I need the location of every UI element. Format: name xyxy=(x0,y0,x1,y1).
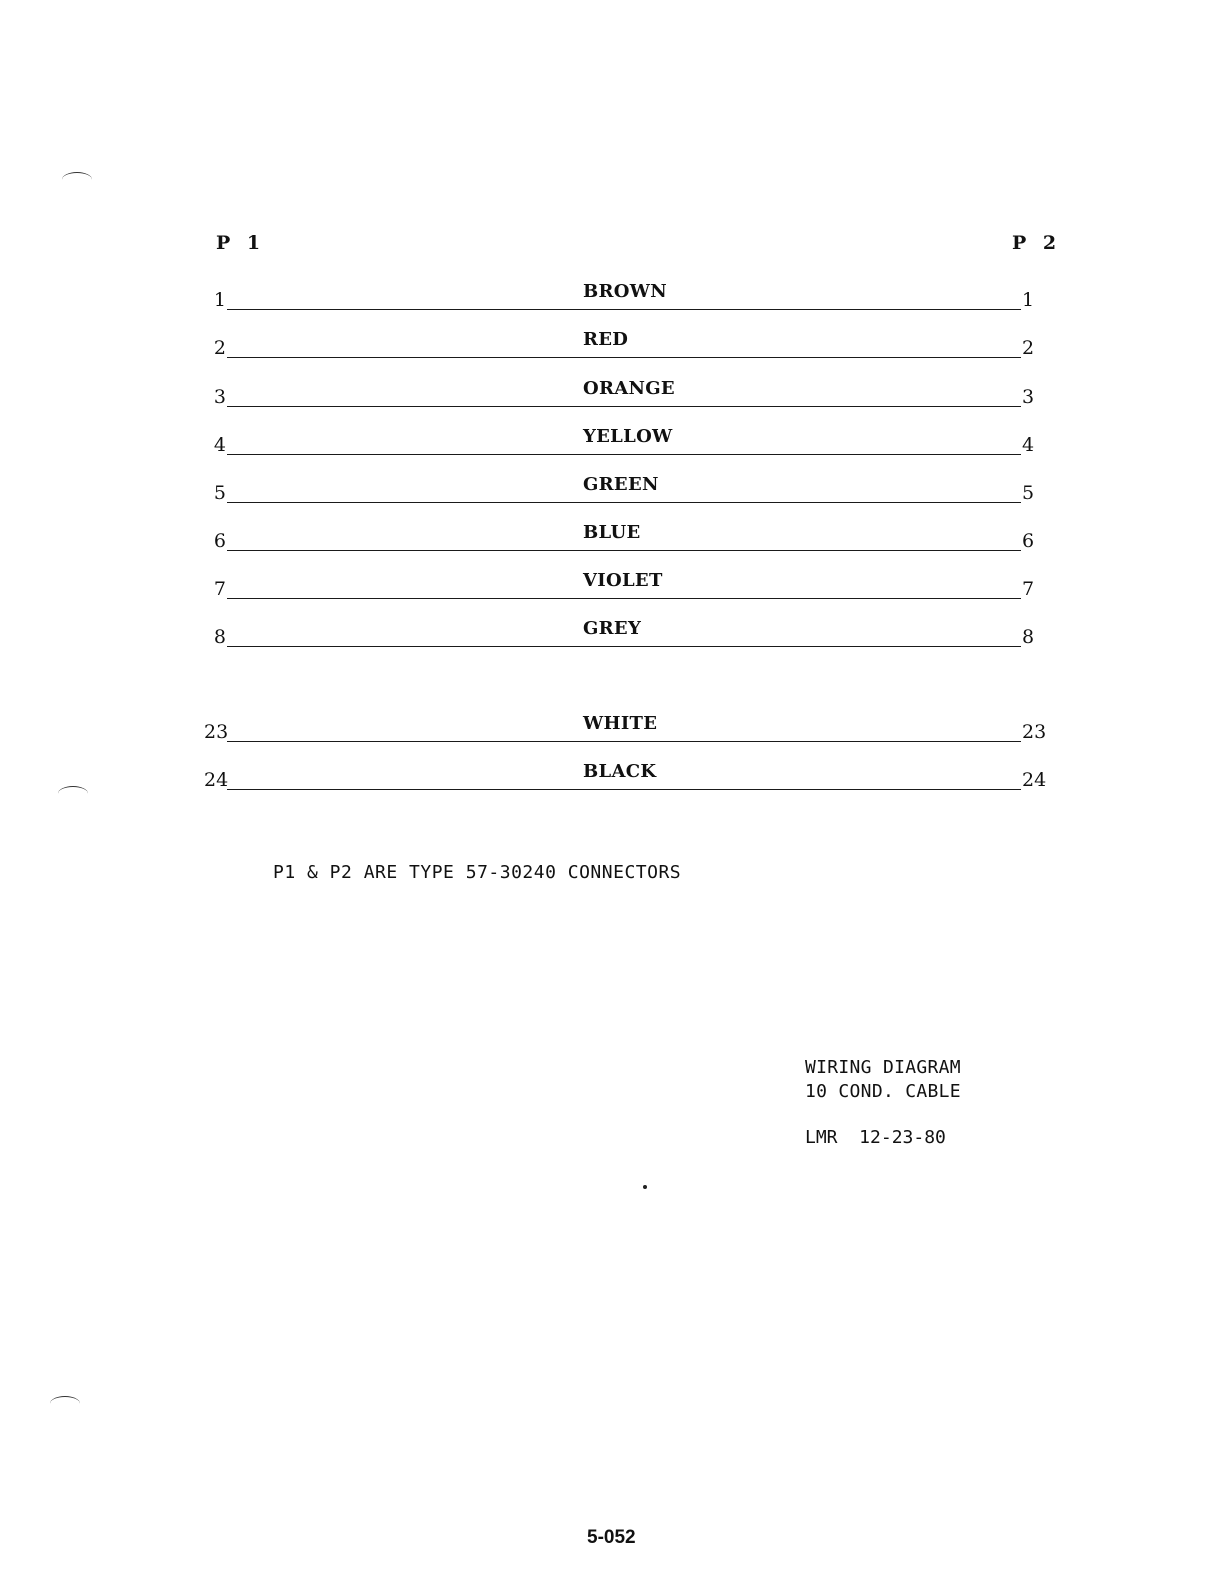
punch-hole-mark-bottom xyxy=(50,1396,80,1411)
wire-color-label: VIOLET xyxy=(583,570,663,591)
p1-pin-number: 2 xyxy=(213,337,226,359)
punch-hole-mark-top xyxy=(62,172,92,187)
wire-row xyxy=(204,425,1054,455)
p2-pin-number: 7 xyxy=(1022,578,1035,600)
wire-color-label: GREY xyxy=(583,618,642,639)
wire-line xyxy=(227,550,1021,551)
wire-color-label: RED xyxy=(583,329,629,350)
p2-pin-number: 1 xyxy=(1022,289,1035,311)
wire-row xyxy=(204,280,1054,310)
p1-pin-number: 23 xyxy=(204,721,229,743)
p1-pin-number: 1 xyxy=(213,289,226,311)
wire-row xyxy=(204,617,1054,647)
punch-hole-mark-middle xyxy=(58,786,88,801)
wire-row xyxy=(204,569,1054,599)
wire-row xyxy=(204,473,1054,503)
p2-pin-number: 24 xyxy=(1022,769,1047,791)
page-number: 5-052 xyxy=(587,1527,636,1548)
wire-color-label: BROWN xyxy=(583,281,668,302)
connector-p1-label: P 1 xyxy=(216,232,266,254)
wire-line xyxy=(227,502,1021,503)
p2-pin-number: 23 xyxy=(1022,721,1047,743)
wire-line xyxy=(227,789,1021,790)
p1-pin-number: 3 xyxy=(213,386,226,408)
p2-pin-number: 8 xyxy=(1022,626,1035,648)
wire-line xyxy=(227,741,1021,742)
wire-line xyxy=(227,357,1021,358)
p1-pin-number: 7 xyxy=(213,578,226,600)
wire-color-label: BLACK xyxy=(583,761,657,782)
wire-line xyxy=(227,406,1021,407)
wire-line xyxy=(227,454,1021,455)
wire-row xyxy=(204,377,1054,407)
p1-pin-number: 24 xyxy=(204,769,229,791)
wire-row xyxy=(204,328,1054,358)
p2-pin-number: 6 xyxy=(1022,530,1035,552)
scan-speck xyxy=(643,1185,647,1189)
wire-line xyxy=(227,598,1021,599)
title-block xyxy=(805,1056,961,1104)
wire-row xyxy=(204,760,1054,790)
title-line-2: 10 COND. CABLE xyxy=(805,1081,961,1102)
wire-color-label: WHITE xyxy=(583,713,658,734)
p2-pin-number: 2 xyxy=(1022,337,1035,359)
wire-line xyxy=(227,309,1021,310)
connector-p2-label: P 2 xyxy=(1012,232,1062,254)
wire-color-label: YELLOW xyxy=(583,426,673,447)
p2-pin-number: 3 xyxy=(1022,386,1035,408)
wire-line xyxy=(227,646,1021,647)
p1-pin-number: 8 xyxy=(213,626,226,648)
author-date: LMR 12-23-80 xyxy=(805,1127,946,1148)
p2-pin-number: 4 xyxy=(1022,434,1035,456)
connector-note: P1 & P2 ARE TYPE 57-30240 CONNECTORS xyxy=(273,862,682,883)
wire-row xyxy=(204,521,1054,551)
wire-color-label: ORANGE xyxy=(583,378,675,399)
p1-pin-number: 5 xyxy=(213,482,226,504)
p2-pin-number: 5 xyxy=(1022,482,1035,504)
wire-color-label: BLUE xyxy=(583,522,641,543)
p1-pin-number: 4 xyxy=(213,434,226,456)
wire-color-label: GREEN xyxy=(583,474,659,495)
wire-row xyxy=(204,712,1054,742)
title-line-1: WIRING DIAGRAM xyxy=(805,1057,961,1078)
p1-pin-number: 6 xyxy=(213,530,226,552)
